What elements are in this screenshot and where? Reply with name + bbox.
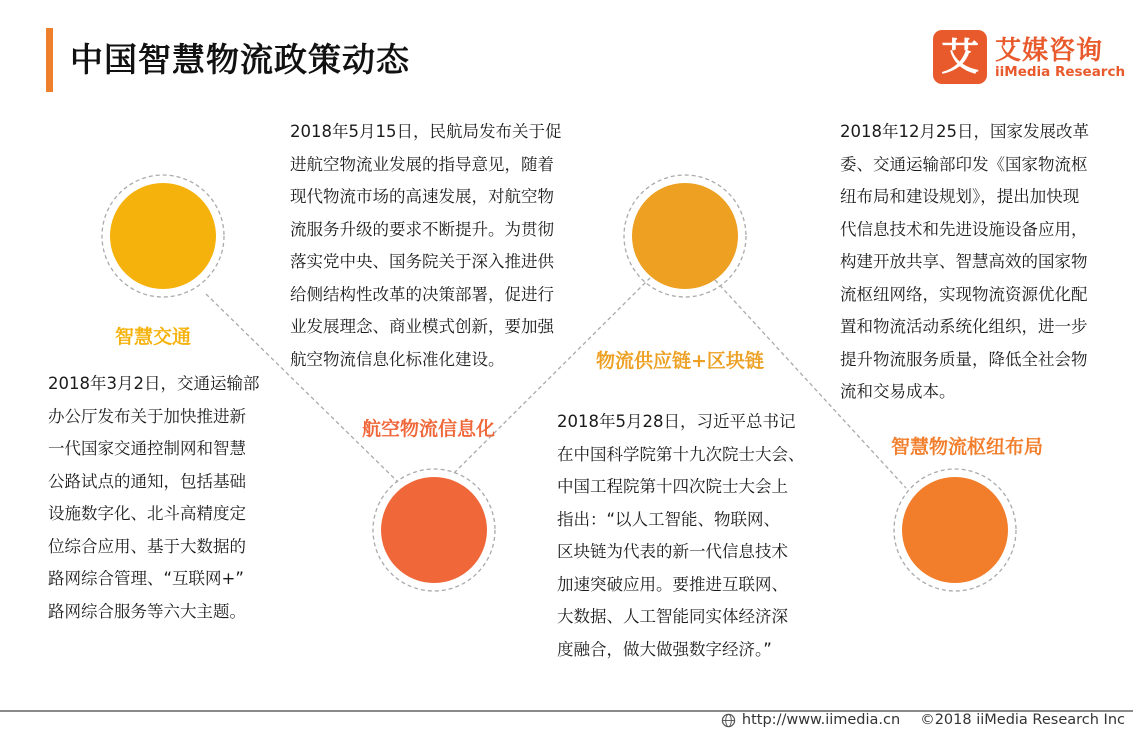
logo-mark: 艾 — [933, 30, 987, 84]
desc-line: 加速突破应用。要推进互联网、 — [557, 574, 788, 594]
node-description-aviation-logistics — [290, 116, 600, 376]
desc-line: 路网综合服务等六大主题。 — [48, 601, 246, 621]
desc-line: 2018年5月15日，民航局发布关于促 — [290, 122, 562, 141]
node-label-aviation-logistics: 航空物流信息化 — [362, 418, 496, 440]
desc-line: 2018年3月2日，交通运输部 — [48, 374, 260, 393]
node-label-smart-transport: 智慧交通 — [115, 326, 192, 348]
globe-icon — [721, 713, 736, 728]
desc-line: 2018年5月28日，习近平总书记 — [557, 412, 796, 431]
footer — [721, 712, 1125, 728]
desc-line: 区块链为代表的新一代信息技术 — [557, 542, 788, 561]
logo-en-name: iiMedia Research — [995, 64, 1126, 80]
node-circle-3 — [632, 183, 738, 289]
node-label-logistics-hub: 智慧物流枢纽布局 — [891, 436, 1044, 458]
desc-line: 航空物流信息化标准化建设。 — [290, 349, 505, 369]
desc-line: 给侧结构性改革的决策部署，促进行 — [290, 284, 554, 304]
desc-line: 代信息技术和先进设施设备应用， — [840, 219, 1088, 239]
desc-line: 委、交通运输部印发《国家物流枢 — [840, 154, 1088, 174]
page-title: 中国智慧物流政策动态 — [70, 40, 410, 79]
desc-line: 一代国家交通控制网和智慧 — [48, 439, 246, 458]
desc-line: 指出：“以人工智能、物联网、 — [557, 509, 781, 529]
desc-line: 公路试点的通知，包括基础 — [48, 471, 246, 491]
footer-copyright: ©2018 iiMedia Research Inc — [920, 712, 1125, 728]
node-description-logistics-hub — [840, 116, 1130, 409]
logo-cn-name: 艾媒咨询 — [995, 36, 1104, 66]
desc-line: 纽布局和建设规划》，提出加快现 — [840, 187, 1080, 206]
node-circle-2 — [381, 477, 487, 583]
desc-line: 位综合应用、基于大数据的 — [48, 536, 246, 556]
node-description-smart-transport — [48, 368, 288, 628]
desc-line: 设施数字化、北斗高精度定 — [48, 504, 246, 523]
desc-line: 提升物流服务质量，降低全社会物 — [840, 349, 1088, 369]
node-circle-1 — [110, 183, 216, 289]
desc-line: 流枢纽网络，实现物流资源优化配 — [840, 284, 1088, 304]
desc-line: 流服务升级的要求不断提升。为贯彻 — [290, 219, 554, 239]
desc-line: 构建开放共享、智慧高效的国家物 — [840, 252, 1088, 271]
desc-line: 业发展理念、商业模式创新，要加强 — [290, 317, 554, 336]
node-circle-4 — [902, 477, 1008, 583]
node-description-supply-chain-blockchain — [557, 406, 842, 666]
desc-line: 落实党中央、国务院关于深入推进供 — [290, 252, 554, 271]
desc-line: 现代物流市场的高速发展，对航空物 — [290, 187, 554, 206]
desc-line: 置和物流活动系统化组织，进一步 — [840, 317, 1088, 336]
node-label-supply-chain-blockchain: 物流供应链+区块链 — [596, 350, 764, 372]
desc-line: 中国工程院第十四次院士大会上 — [557, 477, 788, 496]
desc-line: 2018年12月25日，国家发展改革 — [840, 122, 1089, 141]
desc-line: 办公厅发布关于加快推进新 — [48, 406, 246, 426]
desc-line: 路网综合管理、“互联网+” — [48, 569, 244, 588]
desc-line: 大数据、人工智能同实体经济深 — [557, 607, 788, 626]
desc-line: 流和交易成本。 — [840, 382, 956, 401]
desc-line: 在中国科学院第十九次院士大会、 — [557, 444, 805, 464]
desc-line: 度融合，做大做强数字经济。” — [557, 639, 772, 659]
footer-url[interactable]: http://www.iimedia.cn — [741, 712, 901, 728]
desc-line: 进航空物流业发展的指导意见，随着 — [290, 154, 554, 174]
